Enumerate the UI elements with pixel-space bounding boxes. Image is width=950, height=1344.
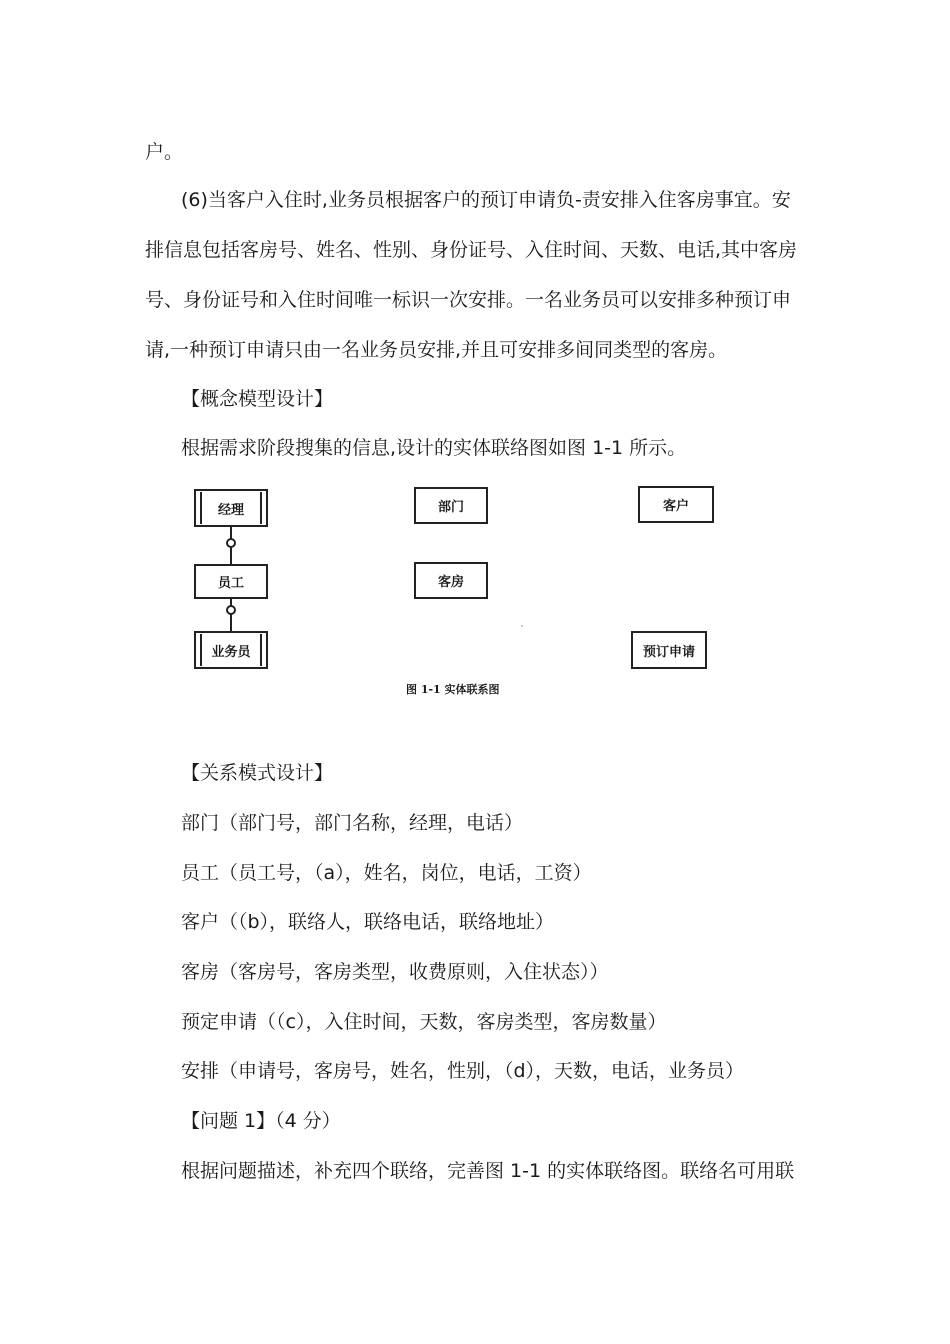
entity-booking: 预订申请 <box>631 631 707 669</box>
entity-room: 客房 <box>414 562 488 599</box>
section-heading: 【问题 1】（4 分） <box>181 1110 341 1132</box>
paragraph-line: 根据需求阶段搜集的信息,设计的实体联络图如图 1-1 所示。 <box>181 437 687 459</box>
schema-line: 安排（申请号，客房号，姓名，性别，（d），天数，电话，业务员） <box>181 1060 745 1082</box>
schema-line: 部门（部门号，部门名称，经理，电话） <box>181 812 524 834</box>
diagram-caption: 图 1-1 实体联系图 <box>406 683 500 696</box>
entity-employee: 员工 <box>194 564 268 599</box>
optional-circle <box>226 605 236 615</box>
schema-line: 客户（（b），联络人，联络电话，联络地址） <box>181 911 555 933</box>
connector-line <box>230 599 232 632</box>
paragraph-line: 请,一种预订申请只由一名业务员安排,并且可安排多间同类型的客房。 <box>145 339 728 361</box>
paragraph-line: 号、身份证号和入住时间唯一标识一次安排。一名业务员可以安排多种预订申 <box>145 289 792 311</box>
entity-customer: 客户 <box>638 486 714 523</box>
optional-circle <box>226 538 236 548</box>
entity-manager: 经理 <box>194 489 268 527</box>
section-heading: 【关系模式设计】 <box>181 762 334 784</box>
paragraph-line: 排信息包括客房号、姓名、性别、身份证号、入住时间、天数、电话,其中客房 <box>145 239 798 261</box>
scan-artifact <box>521 625 523 627</box>
schema-line: 预定申请（（c），入住时间，天数，客房类型，客房数量） <box>181 1011 667 1033</box>
paragraph-line: 根据问题描述，补充四个联络，完善图 1-1 的实体联络图。联络名可用联 <box>181 1160 795 1182</box>
er-diagram <box>185 475 755 720</box>
entity-department: 部门 <box>414 487 488 524</box>
section-heading: 【概念模型设计】 <box>181 388 334 410</box>
schema-line: 客房（客房号，客房类型，收费原则，入住状态）） <box>181 961 609 983</box>
schema-line: 员工（员工号，（a），姓名，岗位，电话，工资） <box>181 862 592 884</box>
paragraph-line: (6)当客户入住时,业务员根据客户的预订申请负-责安排入住客房事宜。安 <box>181 189 791 211</box>
paragraph-line: 户。 <box>145 141 184 163</box>
entity-salesman: 业务员 <box>194 631 268 669</box>
